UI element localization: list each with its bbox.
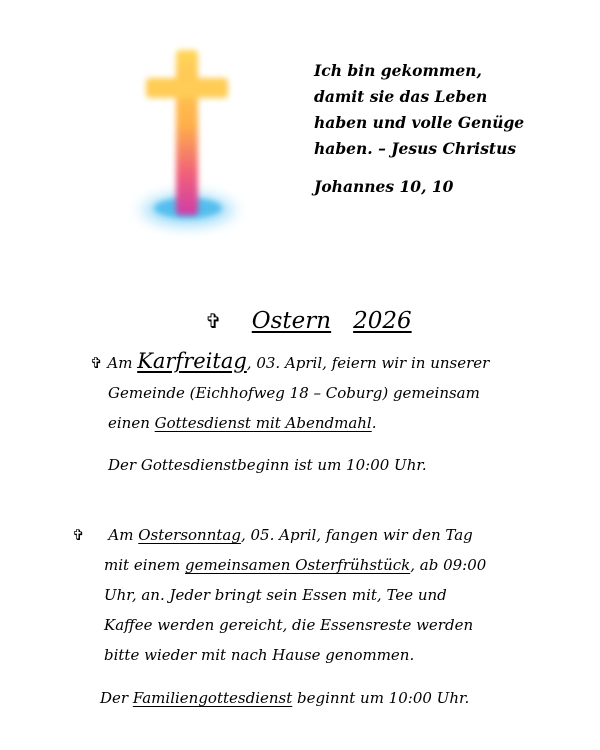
bible-verse	[314, 58, 574, 200]
karfreitag-paragraph	[90, 346, 489, 438]
heading-year: 2026	[353, 308, 412, 334]
ostersonntag-line-4: Kaffee werden gereicht, die Essensreste werden	[104, 616, 474, 634]
karfreitag-line-3	[90, 408, 489, 438]
cross-illustration	[110, 40, 260, 245]
verse-line: Ich bin gekommen,	[314, 61, 482, 80]
ostersonntag-line-5: bitte wieder mit nach Hause genommen.	[104, 646, 415, 664]
page-title	[205, 308, 412, 334]
line2-pre: mit einem	[104, 556, 186, 574]
family-service-post: beginnt um 10:00 Uhr.	[292, 689, 470, 707]
karfreitag-day: Karfreitag	[137, 349, 247, 373]
am-text: Am	[107, 354, 138, 372]
cross-icon	[110, 40, 260, 245]
cross-bullet-icon: ✞	[72, 526, 85, 544]
karfreitag-line-2: Gemeinde (Eichhofweg 18 – Coburg) gemeinsam	[108, 384, 480, 402]
verse-line: damit sie das Leben	[314, 87, 488, 106]
verse-line: haben. – Jesus Christus	[314, 139, 517, 158]
verse-reference: Johannes 10, 10	[314, 177, 454, 196]
ostersonntag-paragraph	[72, 520, 486, 670]
ostersonntag-line-2	[72, 550, 486, 580]
cross-icon: ✞	[205, 309, 222, 333]
heading-title: Ostern	[251, 308, 332, 334]
karfreitag-time: Der Gottesdienstbeginn ist um 10:00 Uhr.	[108, 456, 427, 474]
ostersonntag-line-3: Uhr, an. Jeder bringt sein Essen mit, Tee und	[104, 586, 447, 604]
ostersonntag-day: Ostersonntag	[138, 526, 241, 544]
family-service-pre: Der	[100, 689, 133, 707]
line3-pre: einen	[108, 414, 155, 432]
line3-post: .	[371, 414, 377, 432]
karfreitag-line1-rest: , 03. April, feiern wir in unserer	[246, 354, 490, 372]
cross-bullet-icon: ✞	[90, 354, 103, 372]
ostersonntag-line-1	[72, 520, 486, 550]
familiengottesdienst: Familiengottesdienst	[132, 689, 293, 707]
gottesdienst-abendmahl: Gottesdienst mit Abendmahl	[154, 414, 372, 432]
am-text: Am	[108, 526, 139, 544]
ostersonntag-line1-rest: , 05. April, fangen wir den Tag	[240, 526, 473, 544]
line2-post: , ab 09:00	[410, 556, 487, 574]
family-service-line	[100, 683, 469, 713]
osterfruehstueck: gemeinsamen Osterfrühstück	[185, 556, 411, 574]
verse-line: haben und volle Genüge	[314, 113, 525, 132]
karfreitag-line-1	[90, 349, 490, 373]
